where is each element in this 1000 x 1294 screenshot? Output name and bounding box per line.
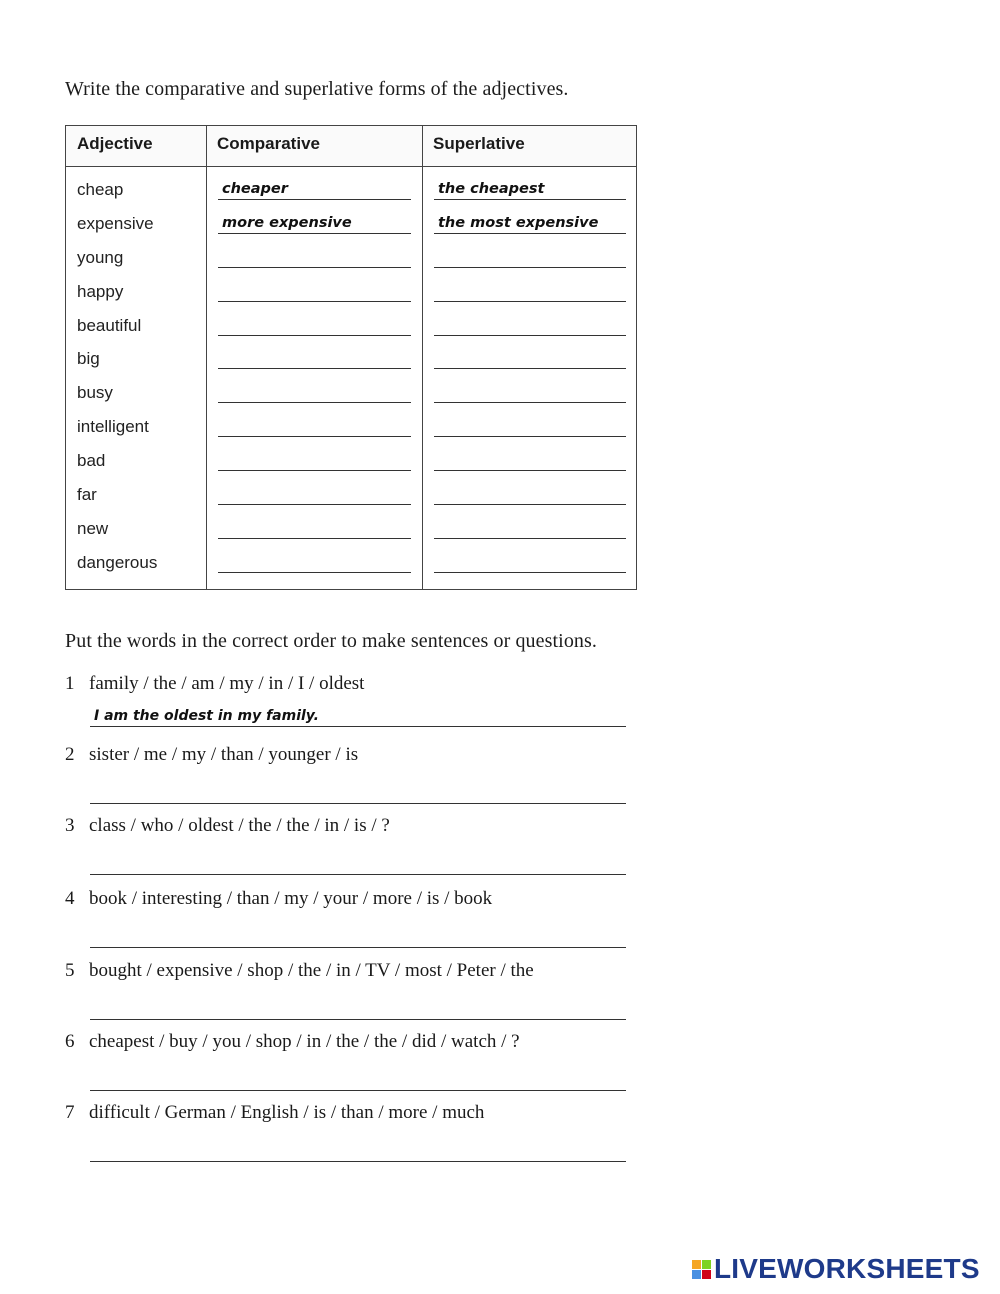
adjective-cell: dangerous bbox=[77, 552, 158, 572]
comparative-answer-field[interactable]: cheaper bbox=[218, 178, 411, 200]
scrambled-words: family / the / am / my / in / I / oldest bbox=[89, 673, 365, 694]
scrambled-words: sister / me / my / than / younger / is bbox=[89, 744, 359, 765]
item-number: 7 bbox=[65, 1102, 75, 1123]
comparative-answer-field[interactable] bbox=[218, 347, 411, 369]
item-number: 4 bbox=[65, 888, 75, 909]
comparative-answer-field[interactable] bbox=[218, 415, 411, 437]
comparative-answer-field[interactable] bbox=[218, 314, 411, 336]
item-number: 1 bbox=[65, 673, 75, 694]
table-row bbox=[66, 310, 636, 344]
sentence-answer-field[interactable]: I am the oldest in my family. bbox=[90, 703, 626, 727]
comparative-answer-field[interactable] bbox=[218, 517, 411, 539]
superlative-answer-field[interactable] bbox=[434, 381, 626, 403]
sentence-item bbox=[65, 1031, 635, 1093]
comparative-answer-field[interactable] bbox=[218, 280, 411, 302]
sentence-answer-field[interactable] bbox=[90, 924, 626, 948]
logo-square bbox=[702, 1270, 711, 1279]
table-row bbox=[66, 445, 636, 479]
superlative-answer-field[interactable] bbox=[434, 415, 626, 437]
comparative-answer-field[interactable] bbox=[218, 449, 411, 471]
logo-mark-icon bbox=[692, 1260, 711, 1279]
header-superlative: Superlative bbox=[433, 134, 525, 153]
sentence-answer-field[interactable] bbox=[90, 851, 626, 875]
table-row bbox=[66, 547, 636, 581]
adjective-cell: intelligent bbox=[77, 417, 149, 437]
table-header bbox=[66, 126, 636, 167]
superlative-answer-field[interactable] bbox=[434, 551, 626, 573]
item-number: 2 bbox=[65, 744, 75, 765]
logo-square bbox=[692, 1260, 701, 1269]
exercise-2-instruction: Put the words in the correct order to make sentences or questions. bbox=[65, 630, 598, 652]
adjective-cell: new bbox=[77, 518, 109, 538]
logo-square bbox=[702, 1260, 711, 1269]
adjective-cell: big bbox=[77, 349, 100, 369]
table-body bbox=[66, 174, 636, 581]
table-row bbox=[66, 208, 636, 242]
superlative-answer-field[interactable] bbox=[434, 246, 626, 268]
sentence-item bbox=[65, 815, 635, 877]
adjective-cell: happy bbox=[77, 281, 124, 301]
superlative-answer-field[interactable]: the cheapest bbox=[434, 178, 626, 200]
sentence-answer-field[interactable] bbox=[90, 780, 626, 804]
adjective-cell: cheap bbox=[77, 180, 124, 199]
adjectives-table bbox=[65, 125, 637, 590]
exercise-1-instruction: Write the comparative and superlative forms of the adjectives. bbox=[65, 78, 569, 100]
item-number: 3 bbox=[65, 815, 75, 836]
table-row bbox=[66, 479, 636, 513]
superlative-answer-field[interactable] bbox=[434, 483, 626, 505]
logo-text: LIVEWORKSHEETS bbox=[714, 1253, 980, 1284]
liveworksheets-logo bbox=[692, 1254, 980, 1284]
item-number: 5 bbox=[65, 960, 75, 981]
table-row bbox=[66, 242, 636, 276]
table-row bbox=[66, 174, 636, 208]
item-number: 6 bbox=[65, 1031, 75, 1052]
table-row bbox=[66, 377, 636, 411]
sentence-item bbox=[65, 888, 635, 950]
table-row bbox=[66, 343, 636, 377]
superlative-answer-field[interactable] bbox=[434, 449, 626, 471]
adjective-cell: far bbox=[77, 485, 97, 505]
header-comparative: Comparative bbox=[217, 134, 320, 153]
superlative-answer-field[interactable] bbox=[434, 280, 626, 302]
header-adjective: Adjective bbox=[77, 134, 153, 153]
sentence-answer-field[interactable] bbox=[90, 1067, 626, 1091]
adjective-cell: young bbox=[77, 247, 124, 267]
scrambled-words: class / who / oldest / the / the / in / is / ? bbox=[89, 815, 390, 836]
superlative-answer-field[interactable] bbox=[434, 347, 626, 369]
superlative-answer-field[interactable] bbox=[434, 517, 626, 539]
superlative-answer-field[interactable] bbox=[434, 314, 626, 336]
sentence-answer-field[interactable] bbox=[90, 1138, 626, 1162]
scrambled-words: cheapest / buy / you / shop / in / the / the / did / watch / ? bbox=[89, 1031, 520, 1052]
scrambled-words: difficult / German / English / is / than / more / much bbox=[89, 1102, 485, 1123]
adjective-cell: beautiful bbox=[77, 315, 142, 335]
adjective-cell: bad bbox=[77, 451, 106, 471]
adjective-cell: busy bbox=[77, 383, 113, 403]
table-row bbox=[66, 276, 636, 310]
sentence-item bbox=[65, 1102, 635, 1164]
logo-square bbox=[692, 1270, 701, 1279]
comparative-answer-field[interactable] bbox=[218, 381, 411, 403]
sentence-item bbox=[65, 960, 635, 1022]
scrambled-words: book / interesting / than / my / your / more / is / book bbox=[89, 888, 493, 909]
sentence-item bbox=[65, 744, 635, 806]
comparative-answer-field[interactable]: more expensive bbox=[218, 212, 411, 234]
sentence-answer-field[interactable] bbox=[90, 996, 626, 1020]
comparative-answer-field[interactable] bbox=[218, 551, 411, 573]
comparative-answer-field[interactable] bbox=[218, 483, 411, 505]
superlative-answer-field[interactable]: the most expensive bbox=[434, 212, 626, 234]
scrambled-words: bought / expensive / shop / the / in / TV / most / Peter / the bbox=[89, 960, 534, 981]
table-row bbox=[66, 411, 636, 445]
table-row bbox=[66, 513, 636, 547]
sentence-item bbox=[65, 673, 635, 735]
comparative-answer-field[interactable] bbox=[218, 246, 411, 268]
adjective-cell: expensive bbox=[77, 213, 154, 233]
